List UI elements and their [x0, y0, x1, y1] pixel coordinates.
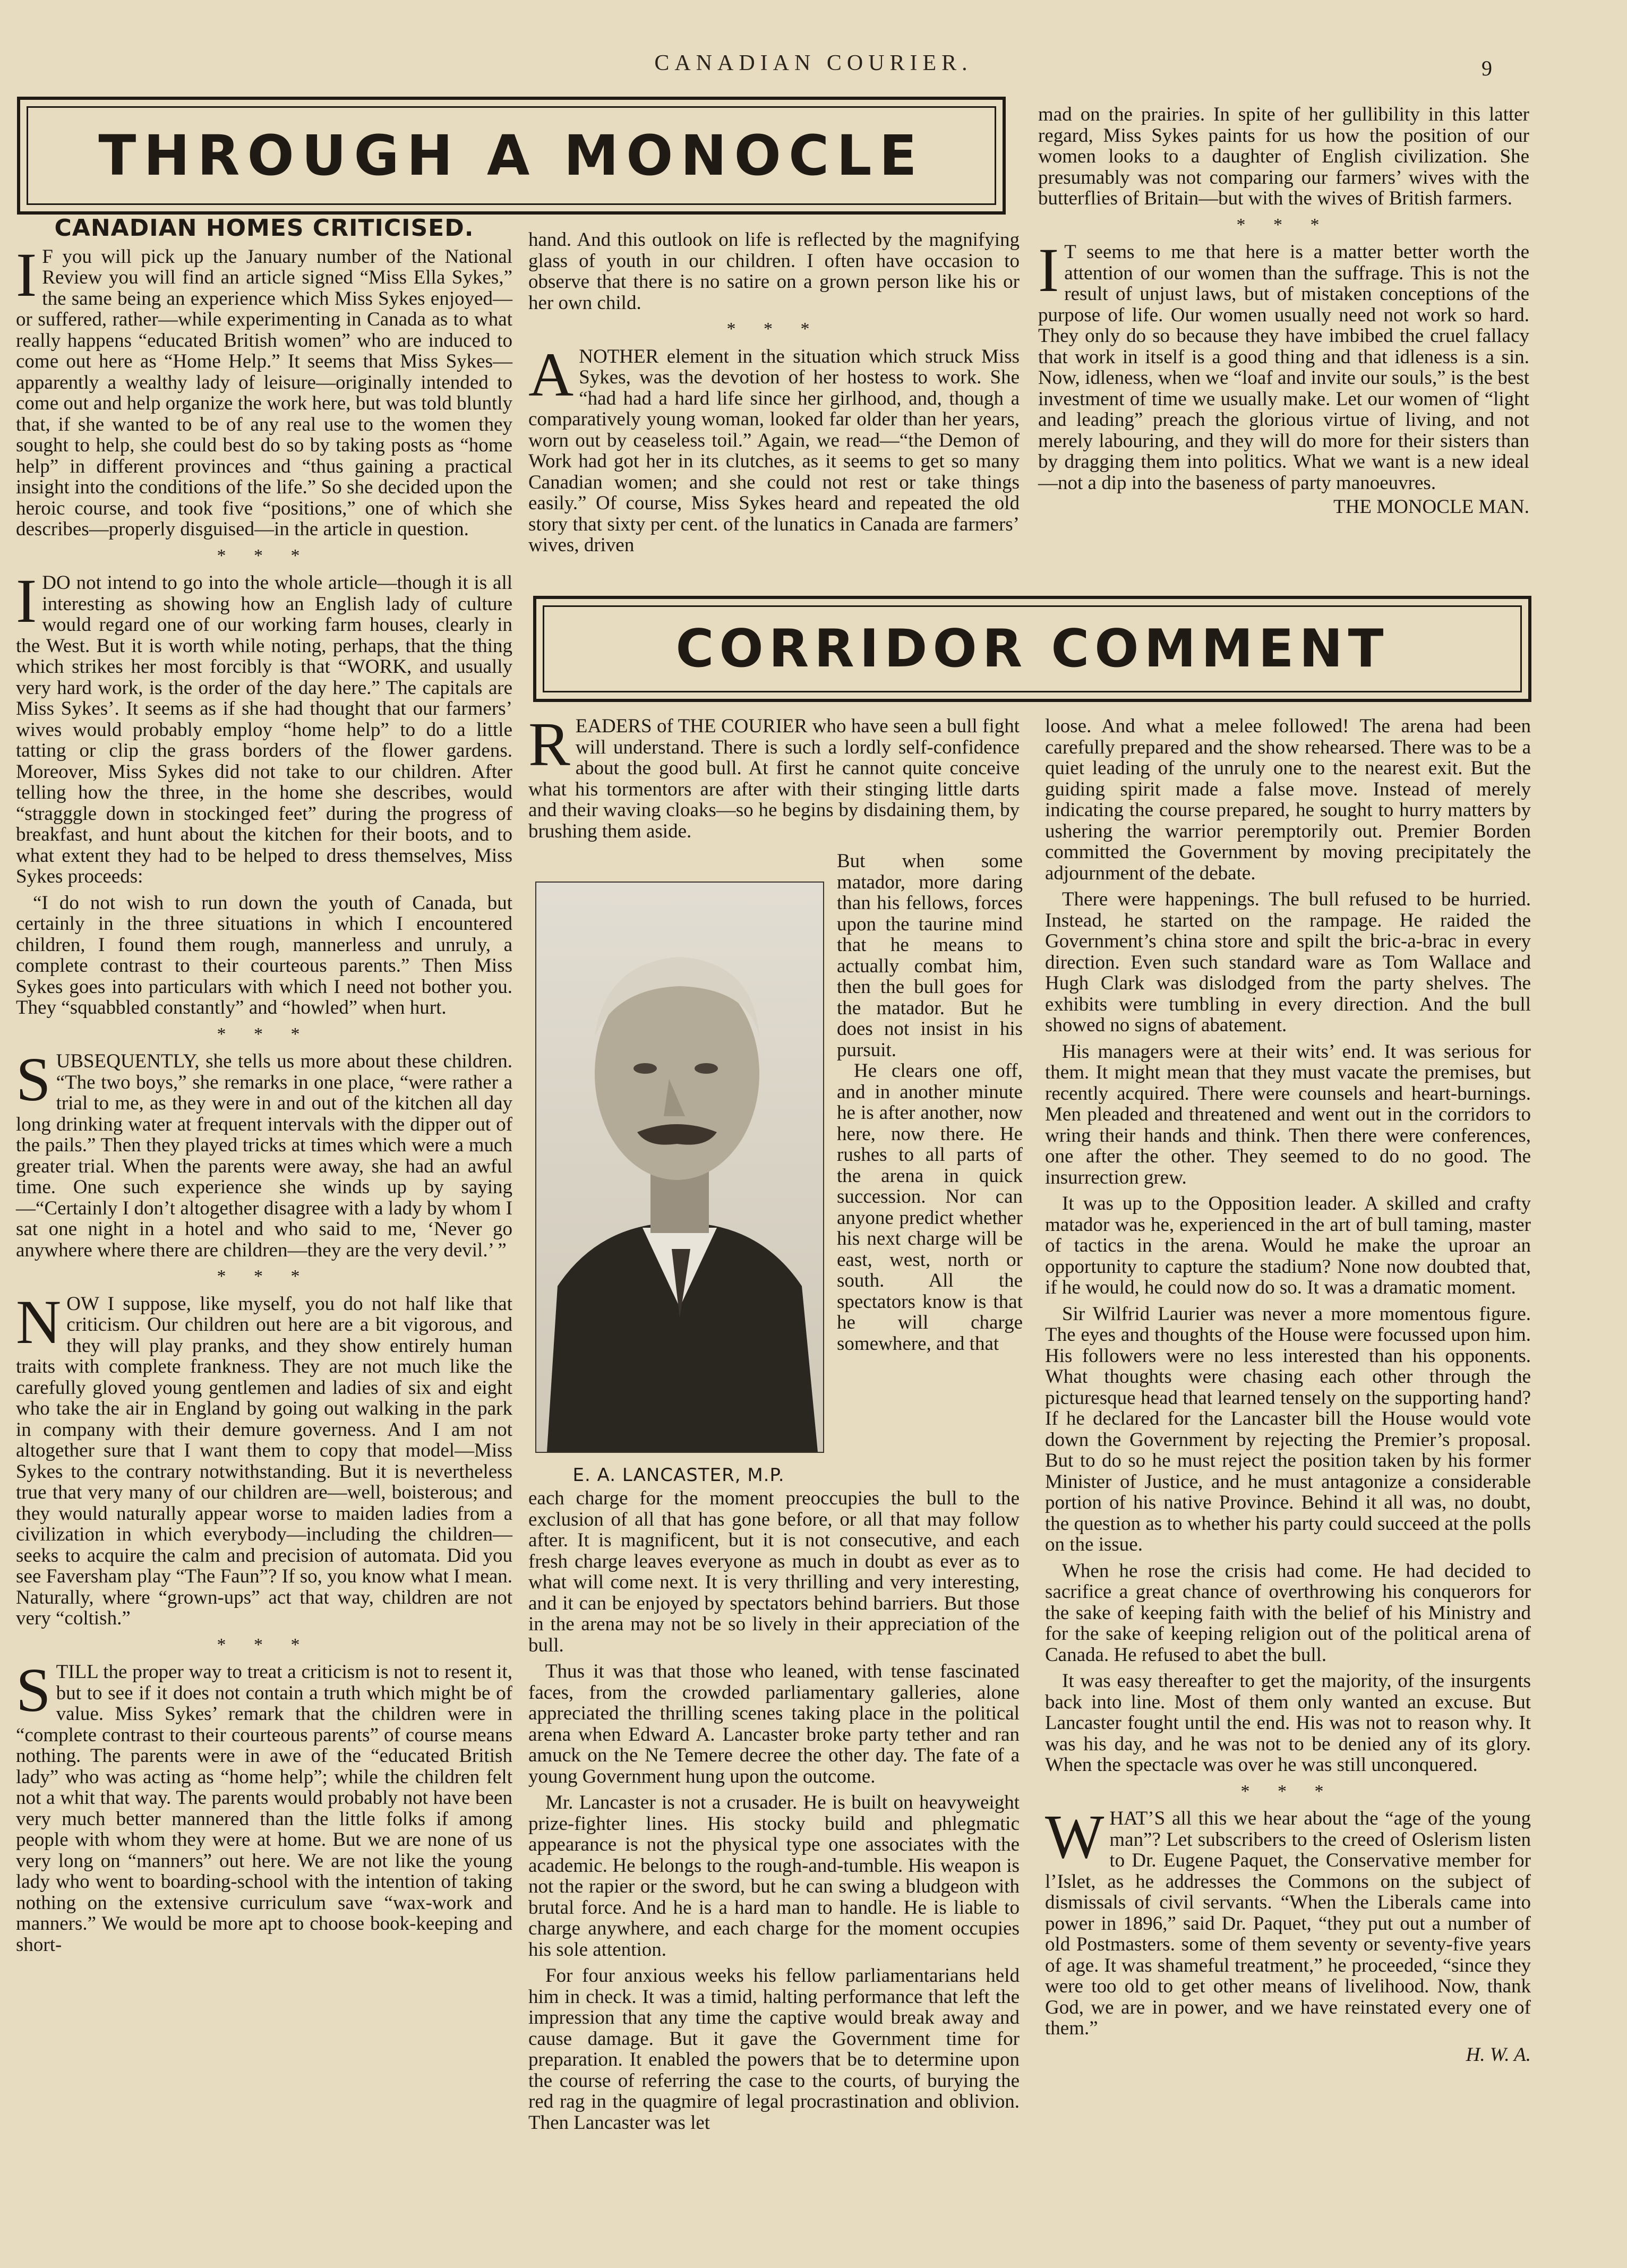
drop-cap: R — [528, 709, 570, 779]
corridor-paragraph-2b: each charge for the moment preoccupies the bull to the exclusion of all that has gone before, or all that may follow after. It is magnificent, but it is not consecutive, and each fresh charge leaves everyone as much in doubt as ever as to what will come next. It is very thrilling and very interesting, and it can be enjoyed by spectators behind barriers. But those in the arena may not be so lively in their appreciation of the bull. — [528, 1487, 1020, 1656]
corridor-intro — [528, 709, 1020, 847]
corridor-paragraph-13: WHAT’S all this we hear about the “age of the young man”? Let subscribers to the creed of Oslerism listen to Dr. Eugene Paquet, the Conservative member for l’Islet, as he addresses the Commons on the subject of dismissals of civil servants. “When the Liberals came into power in 1896,” said Dr. Paquet, “they put out a number of old Postmasters. some of them seventy or seventy-five years of age. It was shameful treatment,” he proceeded, “since they were too old to get other means of livelihood. Now, thank God, we are in power, and we have reinstated every one of them.” — [1045, 1802, 1531, 2039]
corridor-column-2-lower — [528, 1488, 1020, 2138]
corridor-paragraph-12: It was easy thereafter to get the majority, of the insurgents back into line. Most of them only wanted an excuse. But Lancaster fought until the end. His was not to reason why. It was his day, and he was not to be denied any of its glory. When the spectacle was over he was still unconquered. — [1045, 1670, 1531, 1776]
monocle-paragraph-2: IDO not intend to go into the whole article—though it is all interesting as showing how an English lady of culture would regard one of our working farm houses, clearly in the West. But it is worth while noting, perhaps, that the thing which strikes her most forcibly is that “WORK, and usually very hard work, is the order of the day here.” The capitals are Miss Sykes’. It seems as if she had thought that our farmers’ wives would probably employ “home help” to do a little tatting or clip the grass borders of the flower gardens. Moreover, Miss Sykes did not take to our children. After telling how the three, in the home she describes, would “stragggle down in stockinged feet” during the progress of breakfast, and hunt about the kitchen for their boots, and to what extent they had to be helped to dress themselves, Miss Sykes proceeds: — [16, 566, 512, 887]
drop-cap: S — [16, 1045, 51, 1114]
drop-cap: N — [16, 1287, 62, 1357]
portrait-image — [536, 883, 823, 1452]
monocle-paragraph-5: NOW I suppose, like myself, you do not half like that criticism. Our children out here are a bit vigorous, and they will play pranks, and they show entirely human traits with complete frankness. They are not much like the carefully gloved young gentlemen and ladies of six and eight who take the air in England by going out walking in the park in company with their demure governess. And I am not altogether sure that I want them to copy that model—Miss Sykes to the contrary notwithstanding. But it is nevertheless true that very many of our children are—well, boisterous; and they would naturally appear worse to maiden ladies from a civilization in which everybody—including the children—seeks to acquire the calm and precision of automata. Did you see Faversham play “The Faun”? If so, you know what I mean. Naturally, where “grown-ups” act that way, children are not very “coltish.” — [16, 1287, 512, 1629]
corridor-paragraph-10: Sir Wilfrid Laurier was never a more momentous figure. The eyes and thoughts of the House were focussed upon him. His followers were no less interested than his opponents. What thoughts were chasing each other through the picturesque head that learned tensely on the supporting hand? If he declared for the Lancaster bill the House would vote down the Government by rejecting the Premier’s proposal. But to do so he must reject the position taken by his former Minister of Justice, and he must antagonize a considerable portion of his native Province. Behind it all was, no doubt, the question as to whether his party could succeed at the polls on the issue. — [1045, 1303, 1531, 1555]
corridor-paragraph-9: It was up to the Opposition leader. A skilled and crafty matador was he, experienced in the art of bull taming, master of tactics in the arena. Would he make the uproar an opportunity to capture the stadium? None now doubted that, if he would, he could now do so. It was a dramatic moment. — [1045, 1193, 1531, 1298]
corridor-paragraph-7: There were happenings. The bull refused to be hurried. Instead, he started on the rampage. He raided the Government’s china store and spilt the bric-a-brac in every direction. Even such standard ware as Tom Wallace and Hugh Clark was dislodged from the party shelves. The exhibits were tumbling in every direction. And the bull showed no signs of abatement. — [1045, 888, 1531, 1036]
monocle-paragraph-3: “I do not wish to run down the youth of Canada, but certainly in the three situations in which I encountered children, I found them rough, mannerless and unruly, a complete contrast to their courteous parents.” Then Miss Sykes goes into particulars with which I need not bother you. They “squabbled constantly” and “howled” when hurt. — [16, 892, 512, 1019]
section-divider: * * * — [1236, 215, 1331, 235]
section-divider: * * * — [217, 1024, 312, 1044]
drop-cap: I — [1038, 235, 1059, 305]
monocle-title-box — [17, 97, 1006, 215]
corridor-paragraph-1b: But when some matador, more daring than his fellows, forces upon the taurine mind that he means to actually combat him, then the bull goes for the matador. But he does not insist in his pursuit. — [837, 850, 1023, 1061]
corridor-paragraph-5: For four anxious weeks his fellow parliamentarians held him in check. It was a timid, halting performance that left the impression that any time the captive would break away and cause damage. But it gave the Government time for preparation. It enabled the powers that be to determine upon the course of referring the case to the courts, of burying the red rag in the quagmire of legal procrastination and oblivion. Then Lancaster was let — [528, 1965, 1020, 2134]
corridor-paragraph-6: loose. And what a melee followed! The arena had been carefully prepared and the show rehearsed. There was to be a quiet leading of the unruly one to the nearest exit. But the guiding spirit made a false move. Instead of merely indicating the course prepared, he sought to hurry matters by ushering the warrior peremptorily out. Premier Borden committed the Government by moving precipitately the adjournment of the debate. — [1045, 715, 1531, 884]
photo-caption: E. A. LANCASTER, M.P. — [572, 1465, 785, 1486]
portrait-photo — [535, 881, 824, 1453]
section-divider: * * * — [217, 1634, 312, 1655]
monocle-column-2 — [528, 229, 1020, 561]
corridor-paragraph-4: Mr. Lancaster is not a crusader. He is built on heavyweight prize-fighter lines. His stocky build and phlegmatic appearance is not the physical type one associates with the academic. He belongs to the rough-and-tumble. His weapon is not the rapier or the sword, but he can swing a bludgeon with brutal force. And he is a hard man to handle. He is liable to charge anywhere, and each charge for the moment occupies his sole attention. — [528, 1792, 1020, 1961]
section-divider: * * * — [217, 545, 312, 566]
monocle-paragraph-9: mad on the prairies. In spite of her gullibility in this latter regard, Miss Sykes paints for us how the position of our women looks to a daughter of English civilization. She presumably was not comparing our farmers’ wives with the butterflies of Britain—but with the wives of British farmers. — [1038, 104, 1529, 209]
monocle-paragraph-4: SUBSEQUENTLY, she tells us more about these children. “The two boys,” she remarks in one place, “were rather a trial to me, as they were in and out of the kitchen all day long drinking water at frequent intervals with the dipper out of the pails.” Then they played tricks at times which were a much greater trial. When the parents were away, she had an awful time. One such experience she winds up by saying—“Certainly I don’t altogether disagree with a lady by whom I sat one night in a hotel and who said to me, ‘Never go anywhere where there are children—they are the very devil.’ ” — [16, 1045, 512, 1261]
corridor-wrap-column — [837, 851, 1023, 1354]
corridor-paragraph-2a: He clears one off, and in another minute he is after another, now here, now there. He rushes to all parts of the arena in quick succession. Nor can anyone predict whether his next charge will be east, west, north or south. All the spectators know is that he will charge somewhere, and that — [837, 1060, 1023, 1355]
monocle-paragraph-8: ANOTHER element in the situation which struck Miss Sykes, was the devotion of her hostess to work. She “had had a hard life since her girlhood, and, though a comparatively young woman, looked far older than her years, worn out by ceaseless toil.” Again, we read—“the Demon of Work had got her in its clutches, as it seems to get so many Canadian women; and she could not rest or take things easily.” Of course, Miss Sykes heard and repeated the old story that sixty per cent. of the lunatics in Canada are farmers’ wives, driven — [528, 339, 1020, 556]
section-divider: * * * — [1240, 1781, 1335, 1801]
monocle-subhead: CANADIAN HOMES CRITICISED. — [54, 215, 474, 242]
running-head: CANADIAN COURIER. — [654, 51, 973, 75]
section-divider: * * * — [217, 1266, 312, 1286]
drop-cap: W — [1045, 1802, 1104, 1871]
corridor-paragraph-11: When he rose the crisis had come. He had decided to sacrifice a great chance of overthrowing his conquerors for the sake of keeping faith with the belief of his Ministry and for the sake of keeping religion out of the political arena of Canada. He refused to abet the bull. — [1045, 1560, 1531, 1666]
monocle-title: THROUGH A MONOCLE — [27, 106, 996, 205]
drop-cap: I — [16, 239, 37, 310]
corridor-paragraph-3: Thus it was that those who leaned, with tense fascinated faces, from the crowded parliamentary galleries, alone appreciated the thrilling scenes taking place in the political arena when Edward A. Lancaster broke party tether and ran amuck on the Ne Temere decree the other day. The fate of a young Government hung upon the outcome. — [528, 1661, 1020, 1787]
section-divider: * * * — [726, 319, 821, 339]
corridor-paragraph-1: READERS of THE COURIER who have seen a bull fight will understand. There is such a lordly self-confidence about the good bull. At first he cannot quite conceive what his tormentors are after with their stinging little darts and their waving cloaks—so he begins by disdaining them, by brushing them aside. — [528, 709, 1020, 842]
corridor-column-3 — [1045, 716, 1531, 2065]
drop-cap: I — [16, 566, 37, 636]
monocle-paragraph-6: STILL the proper way to treat a criticism is not to resent it, but to see if it does not contain a truth which might be of value. Miss Sykes’ remark that the children were in “complete contrast to their courteous parents” of course means nothing. The parents were in awe of the “educated British lady” who was acting as “home help”; while the children felt not a whit that way. The parents would probably not have been very much better mannered than the little folks if among people with whom they were at home. But we are none of us very long on “manners” out here. We are not like the young lady who went to boarding-school with the intention of taking nothing on the extensive curriculum save “wax-work and manners.” We would be more apt to choose book-keeping and short- — [16, 1655, 512, 1956]
corridor-signature: H. W. A. — [1466, 2043, 1531, 2066]
corridor-title-box — [533, 596, 1531, 702]
monocle-paragraph-7: hand. And this outlook on life is reflected by the magnifying glass of youth in our children. I often have occasion to observe that there is no satire on a grown person like his or her own child. — [528, 229, 1020, 314]
monocle-column-3 — [1038, 104, 1529, 518]
corridor-title: CORRIDOR COMMENT — [543, 605, 1522, 692]
monocle-signature: THE MONOCLE MAN. — [1333, 496, 1529, 518]
monocle-paragraph-10: I T seems to me that here is a matter better worth the attention of our women than the suffrage. This is not the result of unjust laws, but of mistaken conceptions of the purpose of life. Our women usually need not work so hard. They only do so because they have imbibed the cruel fallacy that work in itself is a good thing and that idleness is a sin. Now, idleness, when we “loaf and invite our souls,” is the best investment of time we usually make. Let our women of “light and leading” preach the glorious virtue of living, and not merely labouring, and they will do more for their sisters than by dragging them into politics. What we want is a new ideal—not a dip into the baseness of party manoeuvres. — [1038, 235, 1529, 494]
monocle-column-1 — [16, 215, 512, 1961]
monocle-paragraph-1: I F you will pick up the January number of the National Review you will find an article signed “Miss Ella Sykes,” the same being an experience which Miss Sykes enjoyed—or suffered, rather—while experimenting in Canada as to what really happens “educated British women” who are induced to come out here as “Home Help.” It seems that Miss Sykes—apparently a wealthy lady of leisure—originally intended to come out and help organize the work here, but was told bluntly that, if she wanted to be of any real use to the women they sought to help, she could best do so by taking posts as “home help” in different provinces and “thus gaining a practical insight into the conditions of the life.” So she decided upon the heroic course, and took five “positions,” one of which she describes—properly disguised—in the article in question. — [16, 239, 512, 540]
drop-cap: A — [528, 339, 574, 409]
corridor-paragraph-8: His managers were at their wits’ end. It was serious for them. It might mean that they must vacate the premises, but recently acquired. There were counsels and heart-burnings. Men pleaded and threatened and went out in the corridors to wring their hands and think. Then there were conferences, one after the other. They seemed to do no good. The insurrection grew. — [1045, 1040, 1531, 1188]
page-number: 9 — [1482, 56, 1492, 80]
drop-cap: S — [16, 1655, 51, 1725]
